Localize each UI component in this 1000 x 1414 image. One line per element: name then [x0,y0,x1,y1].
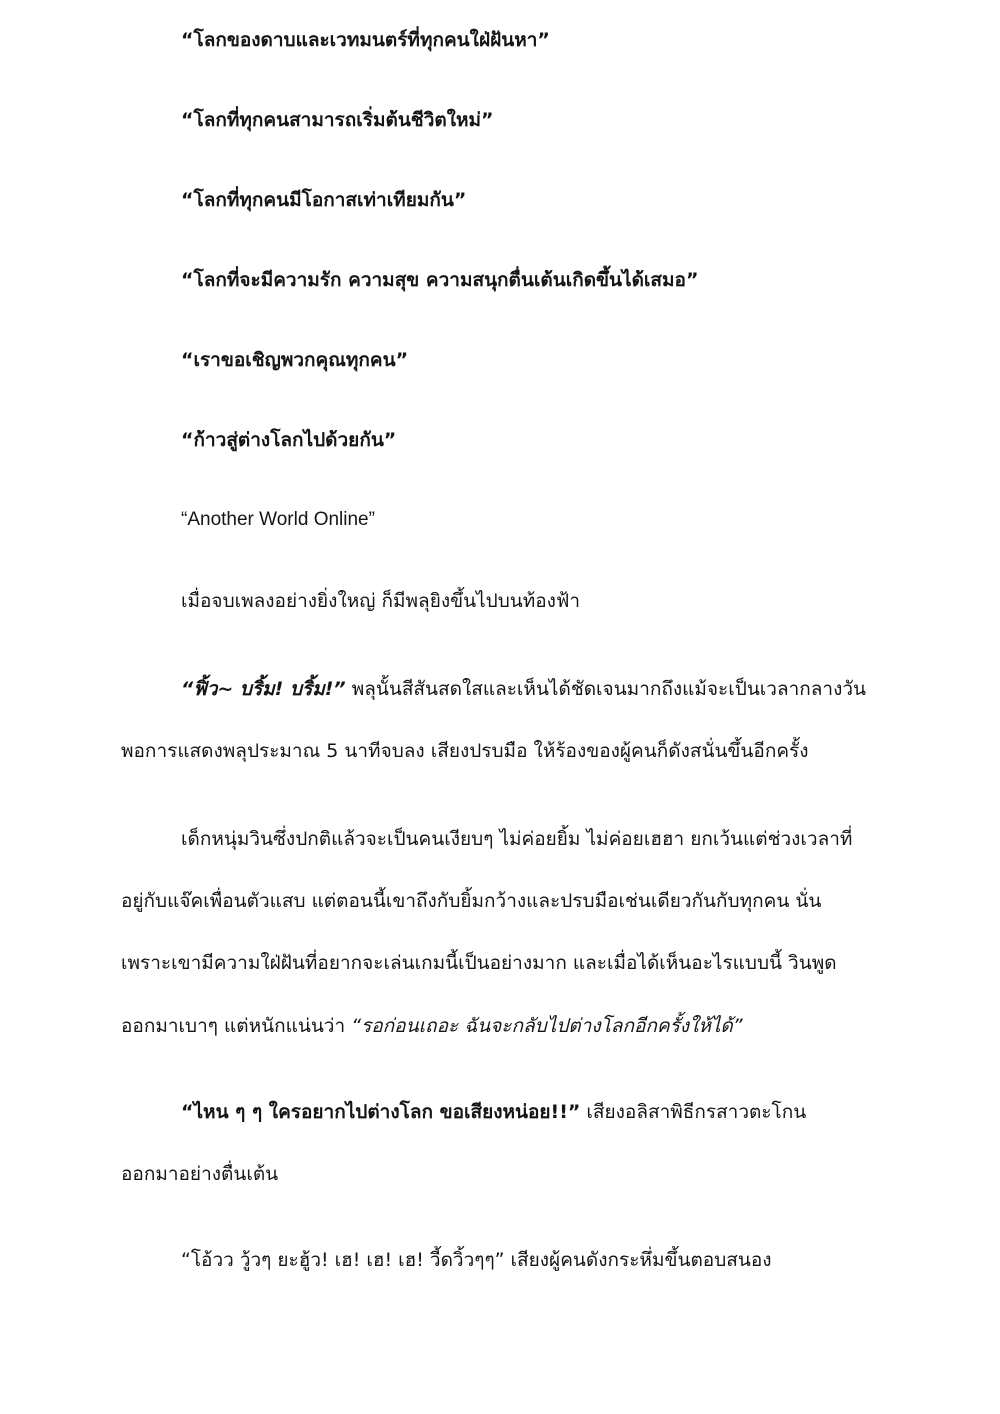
paragraph-fireworks-line-2: พอการแสดงพลุประมาณ 5 นาทีจบลง เสียงปรบมือ ให้ร้องของผู้คนก็ดังสนั่นขึ้นอีกครั้ง [121,740,809,762]
win-speech-intro: ออกมาเบาๆ แต่หนักแน่นว่า [121,1015,352,1037]
paragraph-win-line-2: อยู่กับแจ๊คเพื่อนตัวแสบ แต่ตอนนี้เขาถึงกับยิ้มกว้างและปรบมือเช่นเดียวกันกับทุกคน นั่น [121,890,822,912]
quote-line-2: “โลกที่ทุกคนสามารถเริ่มต้นชีวิตใหม่” [181,109,494,131]
paragraph-fireworks-intro: เมื่อจบเพลงอย่างยิ่งใหญ่ ก็มีพลุยิงขึ้นไปบนท้องฟ้า [181,590,581,612]
paragraph-crowd-line-1: “โอ้วว วู้วๆ ยะฮู้ว! เฮ! เฮ! เฮ! วี้ดวิ้วๆๆ” เสียงผู้คนดังกระหึ่มขึ้นตอบสนอง [181,1249,772,1271]
paragraph-win-line-4 [121,1013,743,1039]
paragraph-host-line-2: ออกมาอย่างตื่นเต้น [121,1163,279,1185]
paragraph-win-line-1: เด็กหนุ่มวินซึ่งปกติแล้วจะเป็นคนเงียบๆ ไม่ค่อยยิ้ม ไม่ค่อยเฮฮา ยกเว้นแต่ช่วงเวลาที่ [181,828,853,850]
host-shout: “ไหน ๆ ๆ ใครอยากไปต่างโลก ขอเสียงหน่อย!!” [181,1101,581,1123]
quote-line-3: “โลกที่ทุกคนมีโอกาสเท่าเทียมกัน” [181,189,467,211]
quote-line-4: “โลกที่จะมีความรัก ความสุข ความสนุกตื่นเต้นเกิดขึ้นได้เสมอ” [181,269,699,291]
quote-line-1: “โลกของดาบและเวทมนตร์ที่ทุกคนใฝ่ฝันหา” [181,29,550,51]
host-description: เสียงอลิสาพิธีกรสาวตะโกน [580,1101,807,1123]
fireworks-description: พลุนั้นสีสันสดใสและเห็นได้ชัดเจนมากถึงแม้จะเป็นเวลากลางวัน [345,678,867,700]
quote-line-6: “ก้าวสู่ต่างโลกไปด้วยกัน” [181,429,397,451]
fireworks-sfx: “ฟิ้ว~ บริ้ม! บริ้ม!” [181,678,346,700]
win-speech-quote: “รอก่อนเถอะ ฉันจะกลับไปต่างโลกอีกครั้งให้ได้” [351,1015,743,1037]
paragraph-win-line-3: เพราะเขามีความใฝ่ฝันที่อยากจะเล่นเกมนี้เป็นอย่างมาก และเมื่อได้เห็นอะไรแบบนี้ วินพูด [121,952,837,974]
quote-line-5: “เราขอเชิญพวกคุณทุกคน” [181,349,409,371]
paragraph-host-line-1 [181,1099,806,1125]
game-title-line: “Another World Online” [181,509,375,530]
paragraph-fireworks-line-1 [181,676,866,702]
